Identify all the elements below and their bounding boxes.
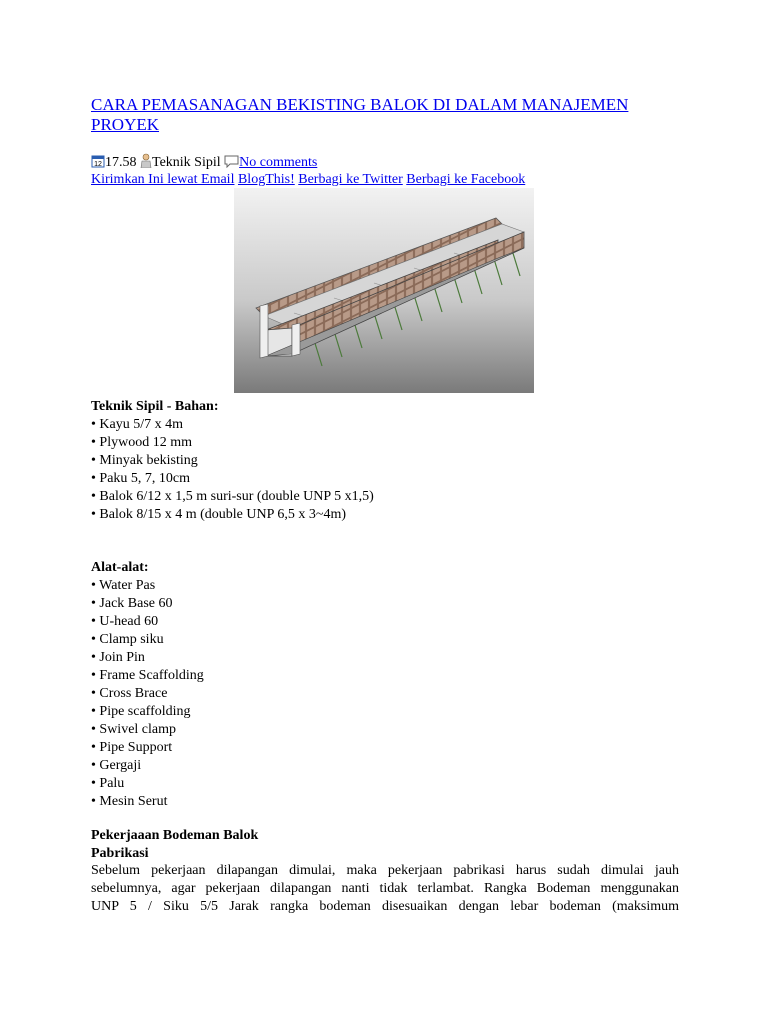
list-item: • Swivel clamp	[91, 722, 176, 737]
share-email-link[interactable]: Kirimkan Ini lewat Email	[91, 172, 235, 187]
body-paragraph	[91, 862, 679, 916]
post-time: 17.58	[105, 155, 137, 170]
list-item: • Balok 6/12 x 1,5 m suri-sur (double UNP 5 x1,5)	[91, 489, 374, 504]
materials-heading: Teknik Sipil - Bahan:	[91, 399, 219, 414]
article-title[interactable]: CARA PEMASANAGAN BEKISTING BALOK DI DALAM MANAJEMEN PROYEK	[91, 95, 629, 134]
list-item: • Pipe scaffolding	[91, 704, 191, 719]
list-item: • Gergaji	[91, 758, 142, 773]
list-item: • Cross Brace	[91, 686, 168, 701]
list-item: • Join Pin	[91, 650, 145, 665]
list-item: • U-head 60	[91, 614, 159, 629]
author-icon	[140, 153, 152, 168]
post-meta	[91, 153, 317, 172]
post-author: Teknik Sipil	[152, 155, 221, 170]
list-item: • Pipe Support	[91, 740, 173, 755]
list-item: • Water Pas	[91, 578, 156, 593]
list-item: • Mesin Serut	[91, 794, 168, 809]
comment-icon	[224, 155, 239, 168]
list-item: • Frame Scaffolding	[91, 668, 204, 683]
section-heading: Pekerjaaan Bodeman Balok	[91, 828, 259, 843]
comments-link[interactable]: No comments	[239, 155, 318, 170]
share-facebook-link[interactable]: Berbagi ke Facebook	[406, 172, 526, 187]
blogthis-link[interactable]: BlogThis!	[237, 172, 295, 187]
list-item: • Jack Base 60	[91, 596, 173, 611]
paragraph-line: sebelumnya, agar pekerjaan dilapangan nanti tidak terlambat. Rangka Bodeman menggunakan	[91, 881, 679, 896]
list-item: • Minyak bekisting	[91, 453, 198, 468]
materials-list	[91, 398, 374, 524]
tools-heading: Alat-alat:	[91, 560, 149, 575]
paragraph-line: Sebelum pekerjaan dilapangan dimulai, maka pekerjaan pabrikasi harus sudah dimulai jauh	[91, 863, 679, 878]
list-item: • Paku 5, 7, 10cm	[91, 471, 191, 486]
tools-list	[91, 559, 204, 811]
list-item: • Balok 8/15 x 4 m (double UNP 6,5 x 3~4m)	[91, 507, 347, 522]
svg-text:12: 12	[94, 161, 102, 168]
calendar-icon	[91, 154, 105, 168]
list-item: • Plywood 12 mm	[91, 435, 192, 450]
list-item: • Palu	[91, 776, 125, 791]
share-twitter-link[interactable]: Berbagi ke Twitter	[298, 172, 403, 187]
beam-formwork-illustration	[234, 188, 534, 393]
section-subheading: Pabrikasi	[91, 846, 149, 861]
share-links	[91, 171, 525, 189]
list-item: • Clamp siku	[91, 632, 164, 647]
list-item: • Kayu 5/7 x 4m	[91, 417, 184, 432]
paragraph-line: UNP 5 / Siku 5/5 Jarak rangka bodeman disesuaikan dengan lebar bodeman (maksimum	[91, 899, 679, 914]
